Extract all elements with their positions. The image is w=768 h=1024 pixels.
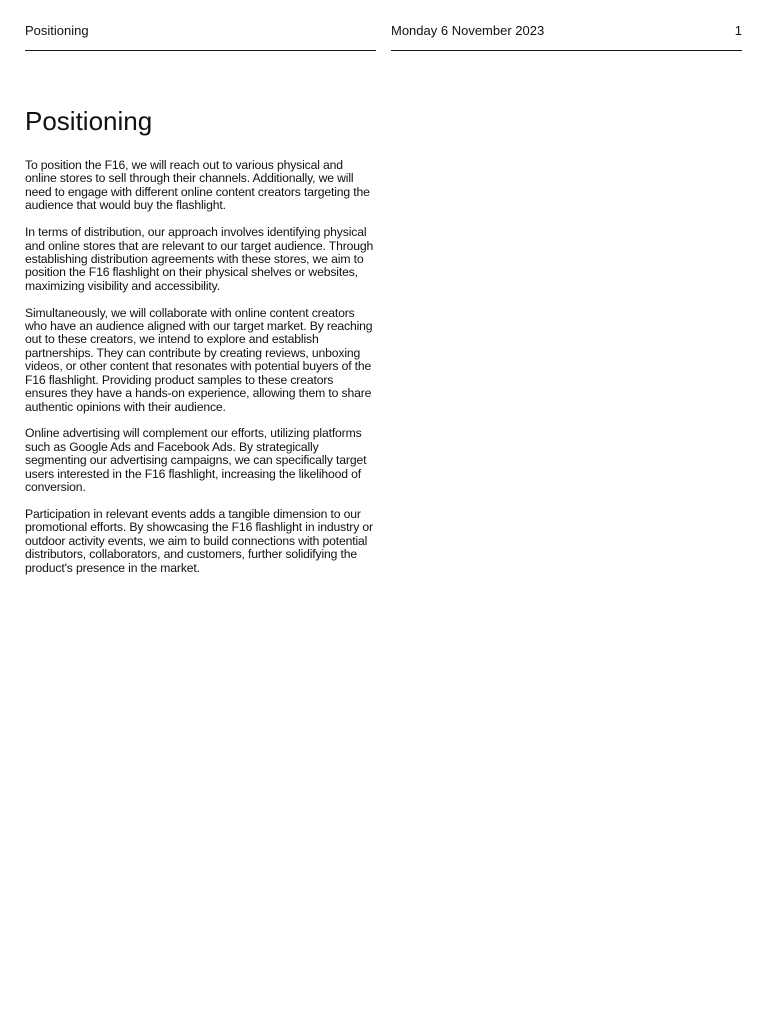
page-number: 1 bbox=[734, 23, 742, 38]
paragraph-4: Online advertising will complement our efforts, utilizing platforms such as Google Ads and Facebook Ads. By strategically segmenting our advertising campaigns, we can specifically target users interested in the F16 flashlight, increasing the likelihood of conversion. bbox=[25, 426, 367, 495]
paragraph-5: Participation in relevant events adds a tangible dimension to our promotional efforts. By showcasing the F16 flashlight in industry or outdoor activity events, we aim to build connections with potential distributors, collaborators, and customers, further solidifying the product's presence in the market. bbox=[25, 506, 373, 575]
page-title: Positioning bbox=[25, 106, 153, 136]
paragraph-3: Simultaneously, we will collaborate with online content creators who have an audience aligned with our target market. By reaching out to these creators, we intend to explore and establish partnerships. They can contribute by creating reviews, unboxing videos, or other content that resonates with potential buyers of the F16 flashlight. Providing product samples to these creators ensures they have a hands-on experience, allowing them to share authentic opinions with their audience. bbox=[25, 305, 373, 414]
header-left bbox=[25, 0, 376, 51]
paragraph-2: In terms of distribution, our approach involves identifying physical and online stores that are relevant to our target audience. Through establishing distribution agreements with these stores, we aim to position the F16 flashlight on their physical shelves or websites, maximizing visibility and accessibility. bbox=[25, 225, 374, 293]
body-text bbox=[25, 159, 377, 588]
header-section-label: Positioning bbox=[25, 23, 89, 38]
paragraph-1: To position the F16, we will reach out to various physical and online stores to sell through their channels. Additionally, we will need to engage with different online content creators targeting the audience that would buy the flashlight. bbox=[25, 158, 370, 213]
header-right bbox=[391, 0, 742, 51]
header-date: Monday 6 November 2023 bbox=[391, 23, 545, 38]
